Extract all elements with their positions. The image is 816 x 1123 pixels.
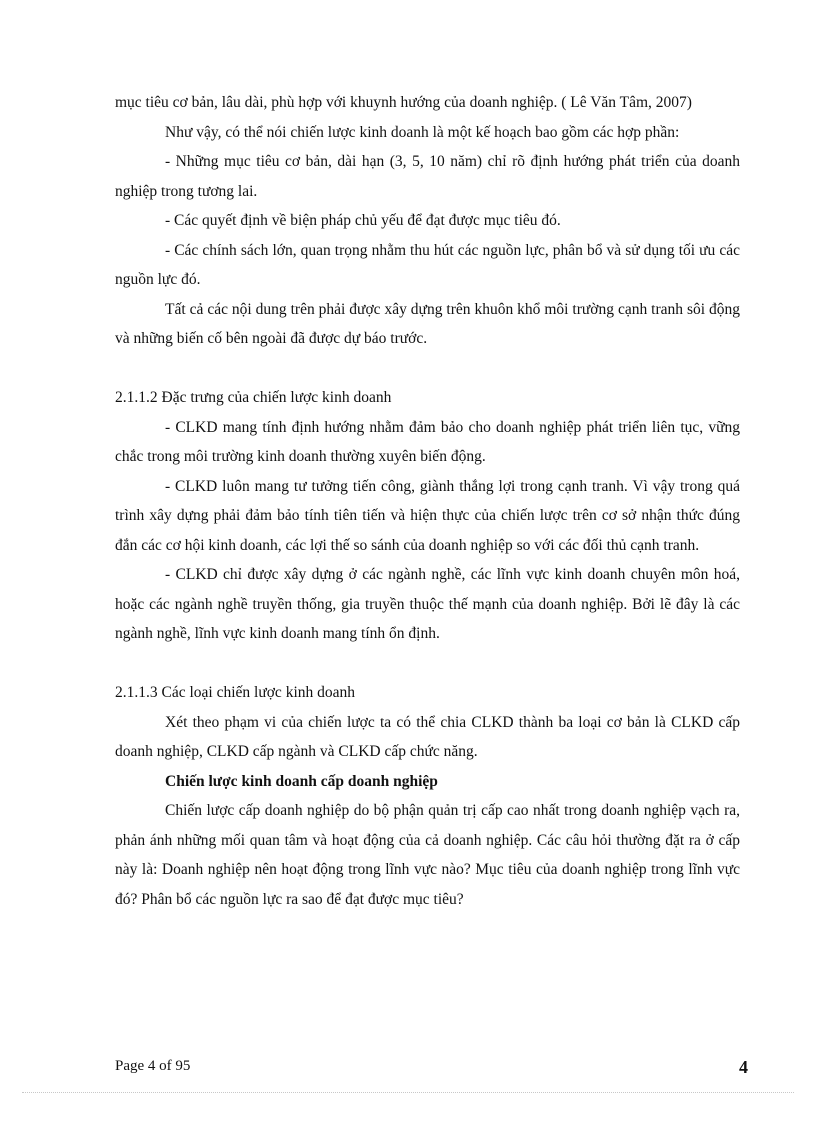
section-heading: 2.1.1.2 Đặc trưng của chiến lược kinh doanh [115, 389, 392, 406]
body-text [115, 88, 740, 914]
paragraph: Xét theo phạm vi của chiến lược ta có thể chia CLKD thành ba loại cơ bản là CLKD cấp doanh nghiệp, CLKD cấp ngành và CLKD cấp chức năng. [115, 713, 740, 760]
paragraph: Như vậy, có thể nói chiến lược kinh doanh là một kế hoạch bao gồm các hợp phần: [165, 123, 680, 141]
bullet-paragraph: - Những mục tiêu cơ bản, dài hạn (3, 5, 10 năm) chỉ rõ định hướng phát triển của doanh nghiệp trong tương lai. [115, 153, 740, 200]
paragraph: mục tiêu cơ bản, lâu dài, phù hợp với khuynh hướng của doanh nghiệp. ( Lê Văn Tâm, 2007) [115, 94, 692, 111]
bullet-paragraph: - CLKD luôn mang tư tưởng tiến công, giành thắng lợi trong cạnh tranh. Vì vậy trong quá trình xây dựng phải đảm bảo tính tiên tiến và hiện thực của chiến lược trên cơ sở nhận thức đúng đắn các cơ hội kinh doanh, các lợi thế so sánh của doanh nghiệp so với các đối thủ cạnh tranh. [115, 477, 740, 554]
page-number: 4 [739, 1057, 748, 1077]
bullet-paragraph: - Các quyết định về biện pháp chủ yếu để đạt được mục tiêu đó. [165, 212, 561, 229]
bullet-paragraph: - CLKD mang tính định hướng nhằm đảm bảo cho doanh nghiệp phát triển liên tục, vững chắc trong môi trường kinh doanh thường xuyên biến động. [115, 418, 740, 465]
subsection-heading: Chiến lược kinh doanh cấp doanh nghiệp [165, 772, 438, 790]
paragraph: Chiến lược cấp doanh nghiệp do bộ phận quản trị cấp cao nhất trong doanh nghiệp vạch ra, phản ánh những mối quan tâm và hoạt động của cả doanh nghiệp. Các câu hỏi thường đặt ra ở cấp này là: Doanh nghiệp nên hoạt động trong lĩnh vực nào? Mục tiêu của doanh nghiệp trong lĩnh vực đó? Phân bổ các nguồn lực ra sao để đạt được mục tiêu? [115, 802, 740, 908]
section-heading: 2.1.1.3 Các loại chiến lược kinh doanh [115, 684, 356, 701]
bullet-paragraph: - Các chính sách lớn, quan trọng nhằm thu hút các nguồn lực, phân bổ và sử dụng tối ưu các nguồn lực đó. [115, 241, 740, 288]
paragraph: Tất cả các nội dung trên phải được xây dựng trên khuôn khổ môi trường cạnh tranh sôi động và những biến cố bên ngoài đã được dự báo trước. [115, 300, 740, 347]
page-footer-label: Page 4 of 95 [115, 1058, 191, 1074]
spacer [115, 354, 740, 384]
page-bottom-divider [22, 1092, 794, 1093]
spacer [115, 649, 740, 679]
bullet-paragraph: - CLKD chỉ được xây dựng ở các ngành nghề, các lĩnh vực kinh doanh chuyên môn hoá, hoặc các ngành nghề truyền thống, gia truyền thuộc thế mạnh của doanh nghiệp. Bởi lẽ đây là các ngành nghề, lĩnh vực kinh doanh mang tính ổn định. [115, 566, 740, 642]
